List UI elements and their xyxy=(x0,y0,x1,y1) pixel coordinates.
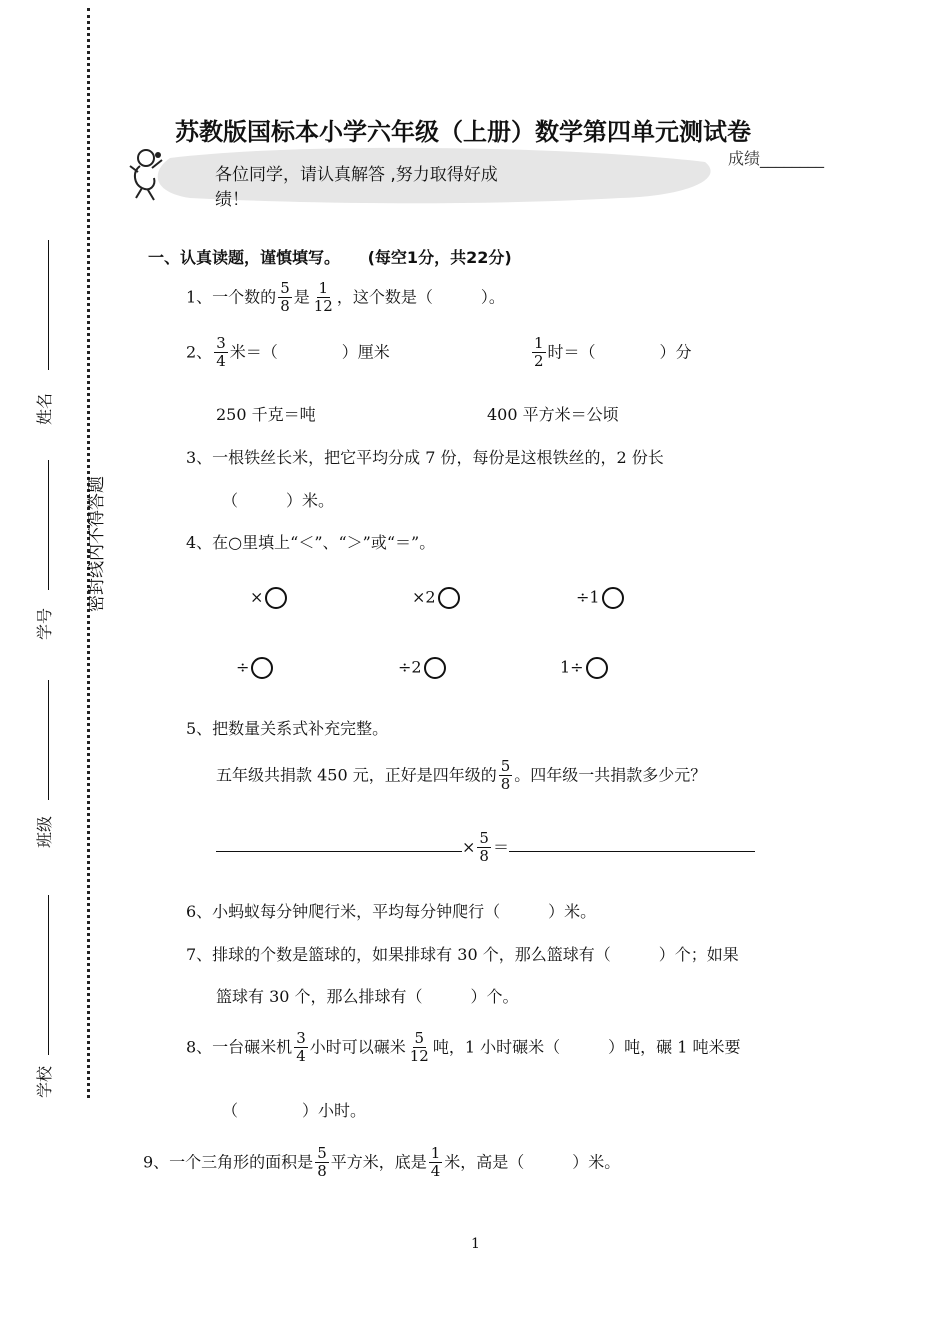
question-9 xyxy=(143,1145,620,1181)
greeting-line-2: 绩！ xyxy=(215,190,249,210)
name-line xyxy=(48,240,49,370)
q9-text-b: 平方米，底是 xyxy=(330,1152,427,1172)
compare-circle-5[interactable] xyxy=(424,657,446,679)
section-points-2: 分，共 xyxy=(418,248,467,267)
q4-compare-4: ÷ xyxy=(236,657,273,679)
compare-circle-6[interactable] xyxy=(586,657,608,679)
section-points-3: 22 xyxy=(466,248,489,267)
q8-text-c: 吨，1 小时碾米（ ）吨，碾 1 吨米要 xyxy=(432,1037,741,1057)
q5-equals: ＝ xyxy=(492,837,509,857)
q4-compare-3: ÷1 xyxy=(576,587,624,609)
question-8 xyxy=(186,1030,740,1066)
q9-fraction-1: $\frac{5}{8}$ xyxy=(317,1144,327,1181)
name-label: 姓名 xyxy=(35,392,54,425)
q4-compare-1: × xyxy=(250,587,287,609)
question-7-line-1: 7、排球的个数是篮球的，如果排球有 30 个，那么篮球有（ ）个；如果 xyxy=(186,945,739,964)
q9-fraction-2: $\frac{1}{4}$ xyxy=(430,1144,441,1181)
q8-fraction-1: $\frac{3}{4}$ xyxy=(296,1029,306,1066)
q2-number: 2、 xyxy=(186,342,213,362)
question-4: 4、在○里填上“＜”、“＞”或“＝”。 xyxy=(186,533,436,552)
compare-circle-4[interactable] xyxy=(251,657,273,679)
q5-story xyxy=(216,758,706,794)
q9-text-c: 米，高是（ ）米。 xyxy=(444,1152,621,1172)
section-points-4: 分) xyxy=(488,248,512,267)
page-title: 苏教版国标本小学六年级（上册）数学第四单元测试卷 xyxy=(175,118,751,146)
q1-text-b: 是 xyxy=(293,287,310,307)
compare-circle-3[interactable] xyxy=(602,587,624,609)
q5-equation xyxy=(216,830,755,866)
section-title: 一、认真读题，谨慎填写。 xyxy=(148,248,341,267)
compare-circle-1[interactable] xyxy=(265,587,287,609)
page-number: 1 xyxy=(471,1236,480,1252)
q2-text-d: 250 千克＝吨 xyxy=(216,405,316,424)
q5-fraction: $\frac{5}{8}$ xyxy=(500,757,511,794)
q9-text-a: 9、一个三角形的面积是 xyxy=(143,1152,314,1172)
q5-story-a: 五年级共捐款 450 元，正好是四年级的 xyxy=(216,765,497,785)
q2-fraction-2: $\frac{1}{2}$ xyxy=(534,334,544,371)
question-3-line-2: （ ）米。 xyxy=(222,491,335,510)
question-1 xyxy=(186,280,505,316)
q2-text-b: 米＝（ ）厘米 xyxy=(229,342,390,362)
question-7-line-2: 篮球有 30 个，那么排球有（ ）个。 xyxy=(216,987,519,1006)
q1-fraction-2: $\frac{1}{12}$ xyxy=(313,279,333,316)
q1-text-a: 1、一个数的 xyxy=(186,287,277,307)
greeting-line-1: 各位同学，请认真解答 ,努力取得好成 xyxy=(215,165,498,185)
q2-text-c: 时＝（ ）分 xyxy=(547,342,692,362)
q5-blank-1[interactable] xyxy=(216,851,462,852)
school-line xyxy=(48,895,49,1055)
q8-fraction-2: $\frac{5}{12}$ xyxy=(409,1029,429,1066)
compare-circle-2[interactable] xyxy=(438,587,460,609)
q4-compare-6: 1÷ xyxy=(560,657,608,679)
section-points-open: (每空 xyxy=(367,248,407,267)
q2-fraction-1: $\frac{3}{4}$ xyxy=(216,334,226,371)
cartoon-icon xyxy=(126,146,168,202)
class-label: 班级 xyxy=(35,815,54,848)
question-2-part-a xyxy=(186,335,390,371)
question-8-line-2: （ ）小时。 xyxy=(222,1101,367,1120)
score-field: 成绩________ xyxy=(728,149,825,168)
question-3-line-1: 3、一根铁丝长米，把它平均分成 7 份，每份是这根铁丝的，2 份长 xyxy=(186,448,664,467)
seal-notice: 密封线内不得答题 xyxy=(87,476,107,612)
question-5: 5、把数量关系式补充完整。 xyxy=(186,719,389,738)
q2-text-e: 400 平方米＝公顷 xyxy=(487,405,619,424)
q4-compare-2: ×2 xyxy=(412,587,460,609)
student-id-label: 学号 xyxy=(35,607,54,640)
question-6: 6、小蚂蚁每分钟爬行米，平均每分钟爬行（ ）米。 xyxy=(186,902,597,921)
q5-story-b: 。四年级一共捐款多少元？ xyxy=(514,765,707,785)
q5-times: × xyxy=(462,837,476,857)
q8-text-a: 8、一台碾米机 xyxy=(186,1037,293,1057)
school-label: 学校 xyxy=(35,1065,54,1098)
class-line xyxy=(48,680,49,800)
question-2-part-b xyxy=(530,335,692,371)
section-points-1: 1 xyxy=(406,248,419,267)
q1-fraction-1: $\frac{5}{8}$ xyxy=(280,279,290,316)
q5-blank-2[interactable] xyxy=(509,851,755,852)
section-heading xyxy=(148,245,512,268)
q5-equation-fraction: $\frac{5}{8}$ xyxy=(479,829,489,866)
q4-compare-5: ÷2 xyxy=(398,657,446,679)
student-id-line xyxy=(48,460,49,590)
q8-text-b: 小时可以碾米 xyxy=(309,1037,406,1057)
q1-text-c: ，这个数是（ ）。 xyxy=(336,287,505,307)
